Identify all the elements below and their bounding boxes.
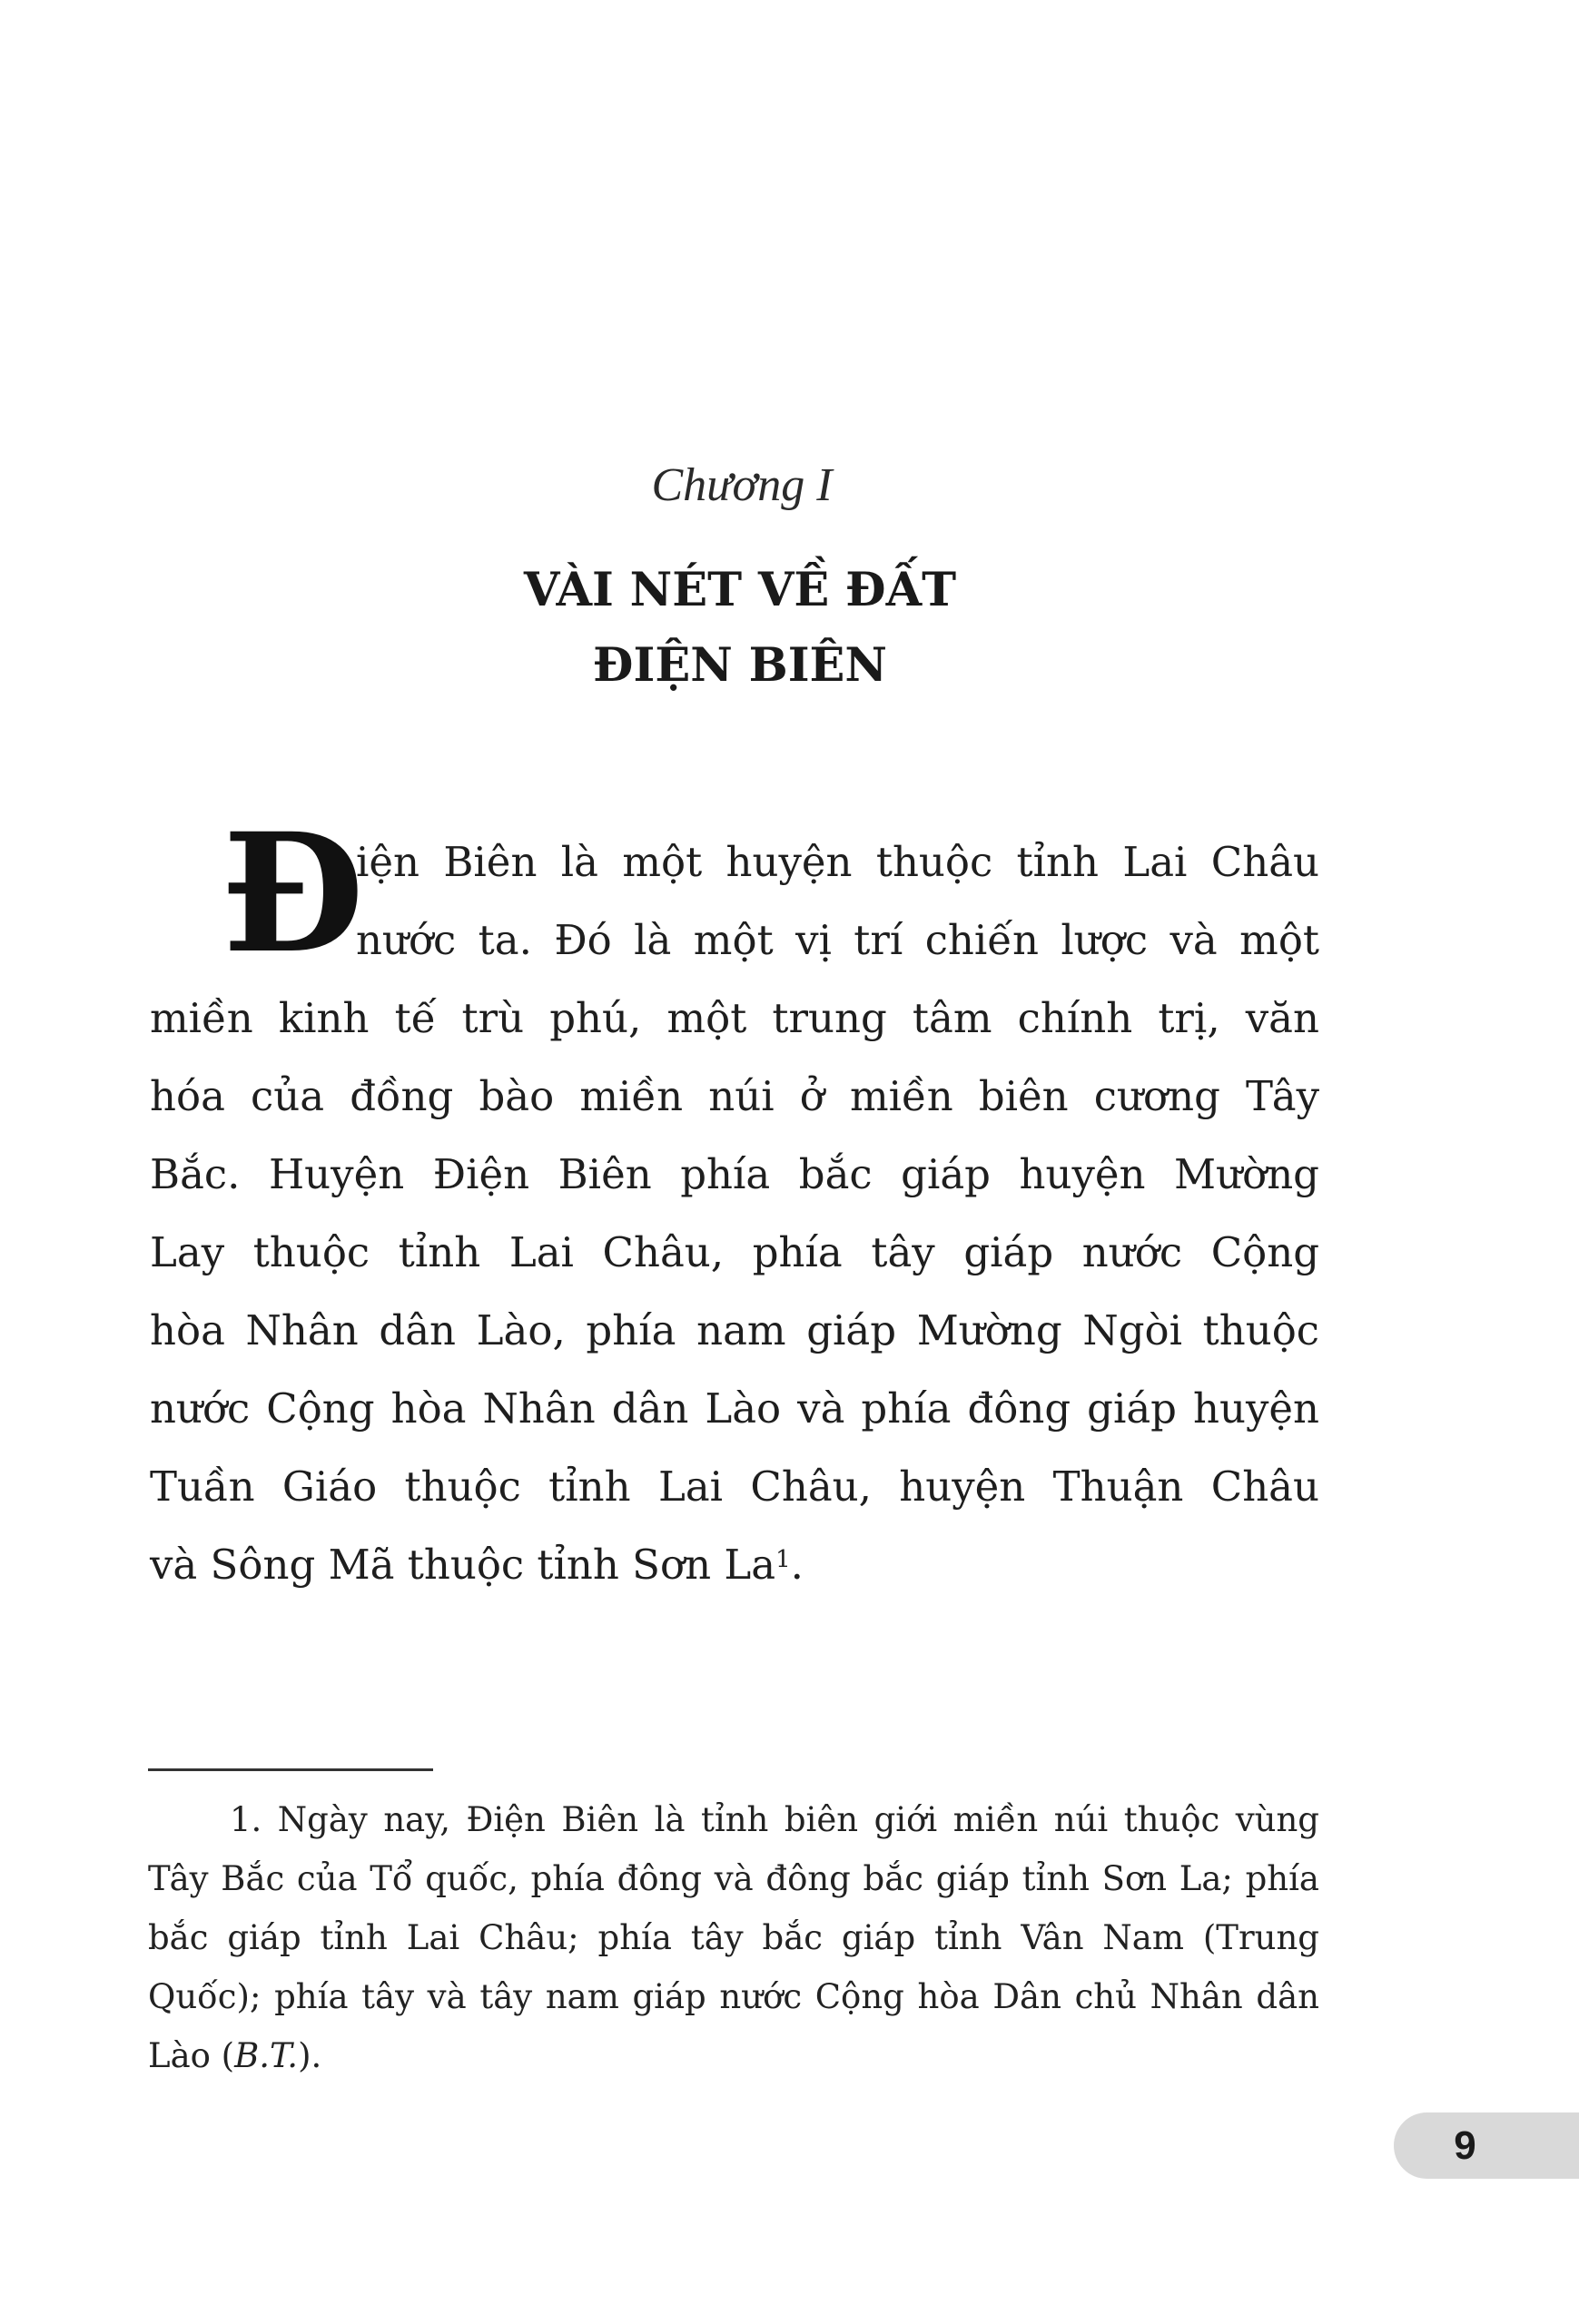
body-line: Tuần Giáo thuộc tỉnh Lai Châu, huyện Thuận Châu: [150, 1462, 1319, 1511]
body-line: nước ta. Đó là một vị trí chiến lược và một: [356, 916, 1319, 964]
drop-cap: Đ: [222, 798, 365, 990]
footnote-line: bắc giáp tỉnh Lai Châu; phía tây bắc giáp tỉnh Vân Nam (Trung: [148, 1918, 1319, 1957]
footnote-line: 1. Ngày nay, Điện Biên là tỉnh biên giới miền núi thuộc vùng: [230, 1800, 1319, 1839]
footnote-tail: ).: [298, 2036, 322, 2075]
footnote-separator: [148, 1768, 433, 1771]
page-number-tab: [1394, 2112, 1579, 2179]
chapter-title-line-2: ĐIỆN BIÊN: [592, 638, 888, 693]
body-line: miền kinh tế trù phú, một trung tâm chính trị, văn: [150, 994, 1319, 1042]
body-line: Bắc. Huyện Điện Biên phía bắc giáp huyện Mường: [150, 1150, 1319, 1198]
body-line: iện Biên là một huyện thuộc tỉnh Lai Châu: [356, 838, 1319, 886]
body-line: hóa của đồng bào miền núi ở miền biên cương Tây: [150, 1072, 1319, 1120]
end-punctuation: .: [790, 1541, 804, 1589]
body-line-text: và Sông Mã thuộc tỉnh Sơn La: [150, 1541, 776, 1589]
body-line: hòa Nhân dân Lào, phía nam giáp Mường Ngòi thuộc: [150, 1306, 1319, 1354]
chapter-label: Chương I: [651, 459, 833, 511]
footnote-line: Quốc); phía tây và tây nam giáp nước Cộng hòa Dân chủ Nhân dân: [148, 1977, 1319, 2016]
footnote-text: Lào (: [148, 2036, 235, 2075]
footnote-line-last: [148, 2034, 1319, 2079]
page-number: 9: [1454, 2123, 1476, 2168]
body-line: nước Cộng hòa Nhân dân Lào và phía đông giáp huyện: [150, 1384, 1319, 1433]
footnote-reference[interactable]: 1: [775, 1546, 791, 1573]
body-line-last: [150, 1538, 1319, 1592]
body-line: Lay thuộc tỉnh Lai Châu, phía tây giáp nước Cộng: [150, 1228, 1319, 1276]
footnote-abbrev: B.T.: [234, 2036, 299, 2075]
footnote-line: Tây Bắc của Tổ quốc, phía đông và đông bắc giáp tỉnh Sơn La; phía: [148, 1859, 1319, 1898]
chapter-title-line-1: VÀI NÉT VỀ ĐẤT: [523, 563, 957, 617]
